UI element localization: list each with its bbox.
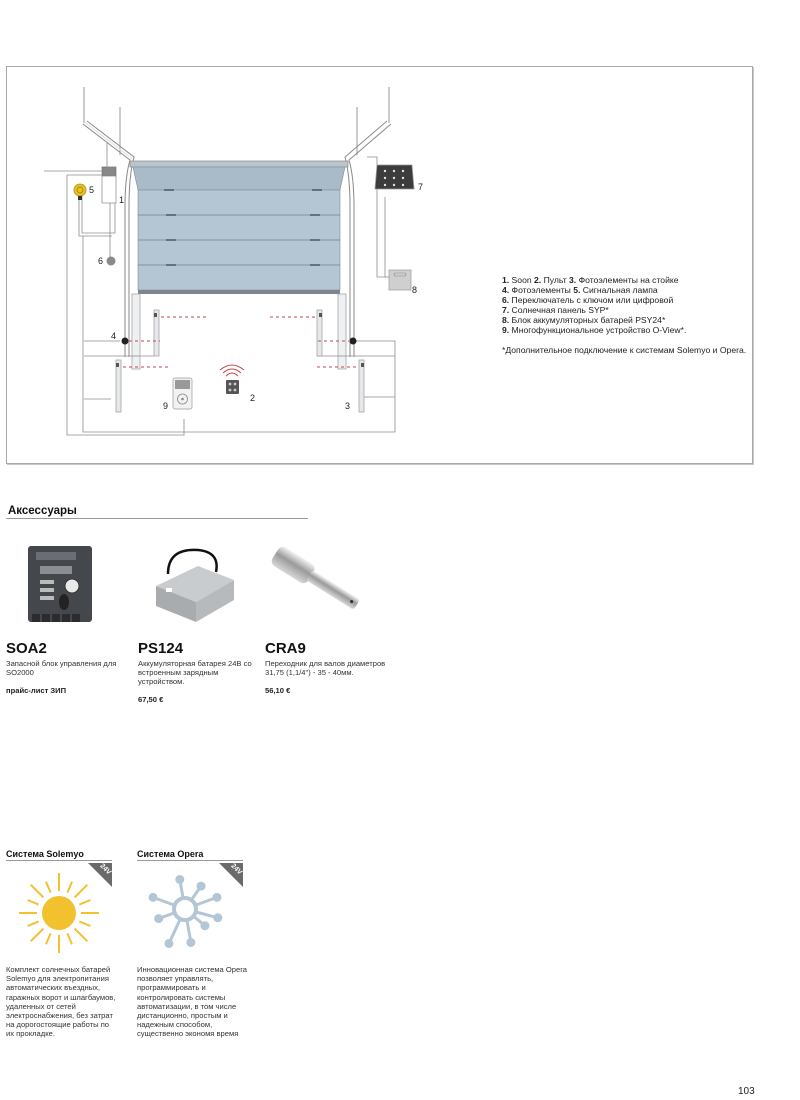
legend-text: Soon <box>509 275 535 285</box>
network-node <box>149 893 158 902</box>
voltage-badge-text: 24V <box>228 862 243 877</box>
page-number: 103 <box>738 1086 755 1097</box>
control-unit-image <box>6 536 116 636</box>
sun-ray <box>79 900 90 905</box>
legend-line <box>502 305 752 315</box>
legend-text: Переключатель с ключом или цифровой <box>509 295 674 305</box>
diagram-label-3: 3 <box>345 401 351 411</box>
legend-text: Пульт <box>541 275 570 285</box>
legend-note: *Дополнительное подключение к системам Solemyo и Opera. <box>502 345 747 355</box>
product-price: 56,10 € <box>265 686 291 695</box>
network-node <box>213 913 222 922</box>
product-cra9 <box>265 536 390 695</box>
sun-ray <box>28 921 39 926</box>
legend-number: 3. <box>569 275 577 285</box>
network-node <box>154 914 163 923</box>
battery-image <box>138 536 248 636</box>
diagram-label-6: 6 <box>98 256 104 266</box>
legend-number: 7. <box>502 305 510 315</box>
system-description: Инновационная система Opera позволяет управлять, программировать и контролировать системы автоматизации, в том числе дистанционно, простым и надежным способом, существенно экономя время <box>137 965 247 1039</box>
diagram-label-2: 2 <box>250 393 256 403</box>
sun-ray <box>46 882 51 893</box>
sun-ray <box>79 921 90 926</box>
network-node <box>175 875 184 884</box>
network-node <box>186 938 195 947</box>
product-price: 67,50 € <box>138 695 164 704</box>
installation-diagram <box>6 66 753 464</box>
product-description: Аккумуляторная батарея 24В со встроенным зарядным устройством. <box>138 659 252 686</box>
diagram-label-1: 1 <box>119 195 125 205</box>
legend-number: 9. <box>502 325 510 335</box>
diagram-legend <box>502 275 752 355</box>
legend-line <box>502 325 752 335</box>
network-node <box>212 893 221 902</box>
legend-number: 5. <box>573 285 581 295</box>
legend-line <box>502 315 752 325</box>
product-code: PS124 <box>138 640 184 657</box>
legend-text: Многофункциональное устройство O-View*. <box>509 325 687 335</box>
legend-text: Сигнальная лампа <box>580 285 658 295</box>
sun-ray <box>75 885 88 898</box>
legend-text: Солнечная панель SYP* <box>509 305 609 315</box>
voltage-badge-text: 24V <box>97 862 112 877</box>
shaft-adapter-image <box>265 536 375 636</box>
diagram-label-7: 7 <box>418 182 424 192</box>
legend-number: 6. <box>502 295 510 305</box>
network-node <box>197 882 206 891</box>
legend-text: Фотоэлементы на стойке <box>576 275 679 285</box>
legend-number: 8. <box>502 315 510 325</box>
product-description: Переходник для валов диаметров 31,75 (1,1/4") - 35 - 40мм. <box>265 659 386 677</box>
legend-number: 1. <box>502 275 510 285</box>
sun-ray <box>31 929 44 942</box>
legend-line <box>502 275 752 285</box>
legend-line <box>502 295 752 305</box>
sun-ray <box>46 933 51 944</box>
product-ps124 <box>138 536 263 704</box>
sun-ray <box>67 882 72 893</box>
system-solemyo <box>6 849 124 1039</box>
garage-door-diagram <box>7 67 752 463</box>
sun-ray <box>31 885 44 898</box>
section-divider <box>6 518 308 519</box>
accessories-title: Аксессуары <box>8 505 77 517</box>
system-title: Система Solemyo <box>6 849 84 859</box>
diagram-label-4: 4 <box>111 331 117 341</box>
sun-ray <box>75 929 88 942</box>
product-description: Запасной блок управления для SO2000 <box>6 659 117 677</box>
system-title: Система Opera <box>137 849 204 859</box>
diagram-label-5: 5 <box>89 185 95 195</box>
product-code: SOA2 <box>6 640 47 657</box>
legend-line <box>502 285 752 295</box>
legend-text: Блок аккумуляторных батарей PSY24* <box>509 315 666 325</box>
system-opera <box>137 849 255 1039</box>
network-node <box>200 921 209 930</box>
product-price: прайс-лист ЗИП <box>6 686 67 695</box>
diagram-label-9: 9 <box>163 401 169 411</box>
legend-number: 4. <box>502 285 510 295</box>
sun-ray <box>67 933 72 944</box>
system-description: Комплект солнечных батарей Solemyo для электропитания автоматических въездных, гаражных ворот и шлагбаумов, удаленных от сетей электроснабжения, без затрат на дорогостоящие работы по их прокладке. <box>6 965 116 1039</box>
network-node <box>164 939 173 948</box>
legend-text: Фотоэлементы <box>509 285 574 295</box>
product-code: CRA9 <box>265 640 306 657</box>
product-soa2 <box>6 536 131 695</box>
sun-ray <box>28 900 39 905</box>
legend-number: 2. <box>534 275 542 285</box>
diagram-label-8: 8 <box>412 285 418 295</box>
